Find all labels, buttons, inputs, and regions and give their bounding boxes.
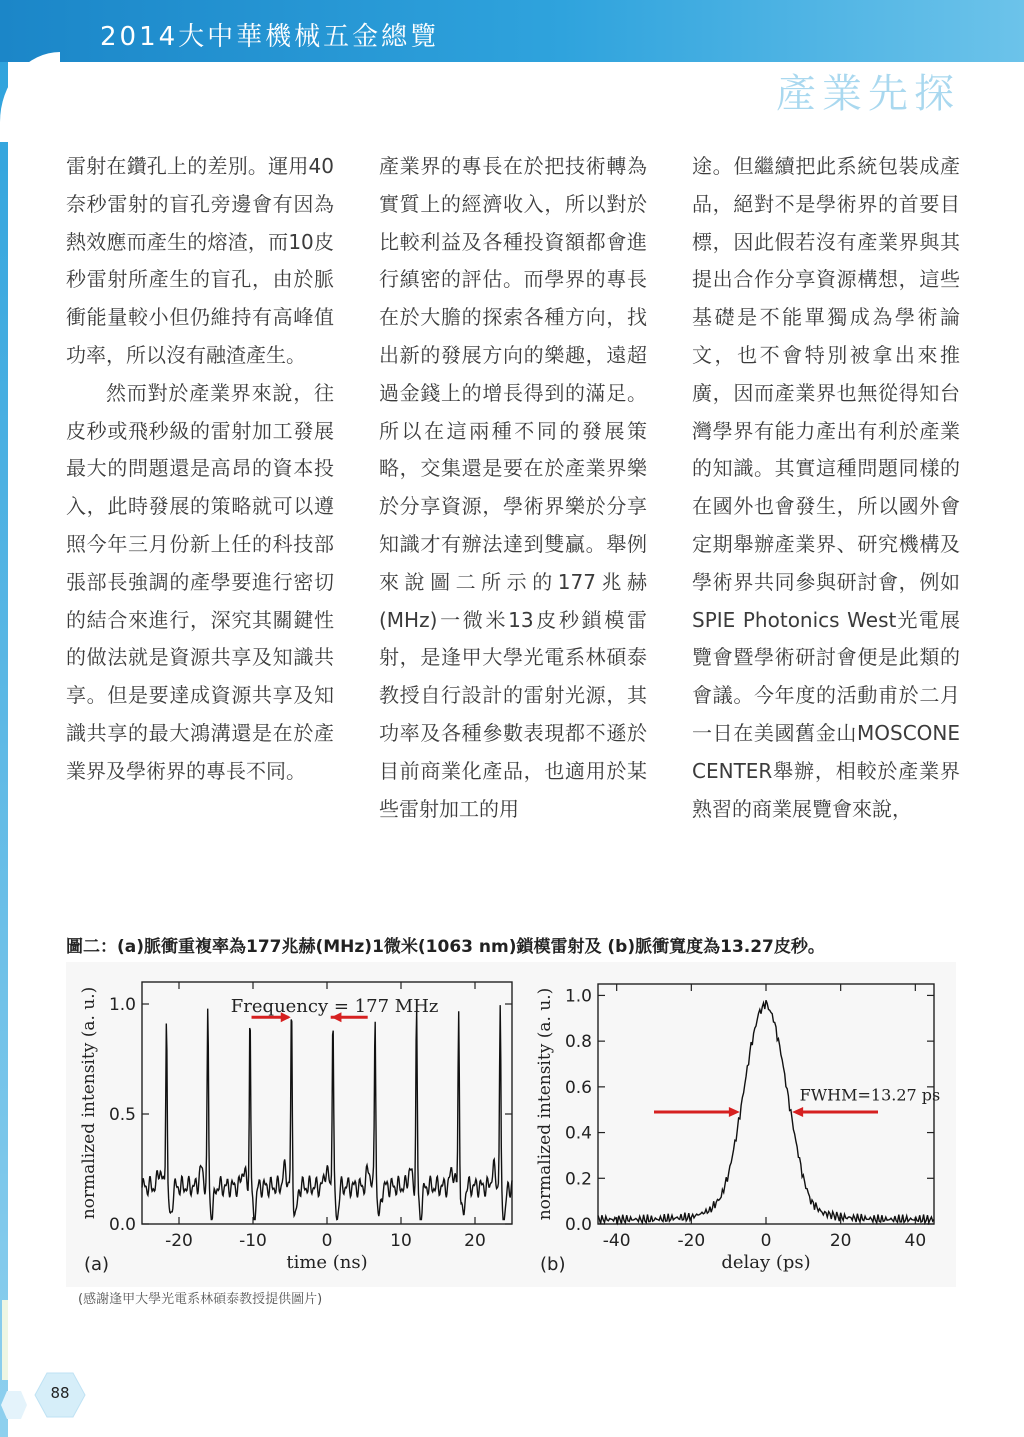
text-column-3 (692, 148, 960, 828)
left-accent-bar (0, 62, 8, 1437)
annotation-frequency: Frequency = 177 MHz (230, 996, 439, 1017)
y-tick-label: 0.8 (564, 1032, 592, 1053)
x-tick-label: -20 (677, 1231, 706, 1251)
decorative-hexagon (0, 1390, 28, 1420)
y-tick-label: 0.5 (108, 1105, 136, 1125)
paragraph: 產業界的專長在於把技術轉為實質上的經濟收入，所以對於比較利益及各種投資額都會進行縝密的評估。而學界的專長在於大膽的探索各種方向，找出新的發展方向的樂趣，遠超過金錢上的增長得到的滿足。所以在這兩種不同的發展策略，交集還是要在於產業界樂於分享資源，學術界樂於分享知識才有辦法達到雙贏。舉例來說圖二所示的177兆赫(MHz)一微米13皮秒鎖模雷射，是逢甲大學光電系林碩泰教授自行設計的雷射光源，其功率及各種參數表現都不遜於目前商業化產品，也適用於某些雷射加工的用 (379, 154, 647, 821)
decorative-stripe (2, 1300, 16, 1380)
panel-label: (b) (540, 1254, 566, 1275)
y-tick-label: 0.0 (564, 1215, 592, 1235)
x-tick-label: -20 (165, 1231, 193, 1251)
figure-credit: (感謝逢甲大學光電系林碩泰教授提供圖片) (78, 1292, 323, 1307)
x-tick-label: 10 (390, 1231, 412, 1251)
figure-caption: 圖二：(a)脈衝重複率為177兆赫(MHz)1微米(1063 nm)鎖模雷射及 (b)脈衝寬度為13.27皮秒。 (66, 937, 825, 957)
series-line-pulse-train (142, 1005, 512, 1220)
publication-title: 2014大中華機械五金總覽 (100, 22, 440, 52)
x-tick-label: 40 (904, 1231, 927, 1251)
arrow-head (729, 1107, 740, 1117)
paragraph: 途。但繼續把此系統包裝成產品，絕對不是學術界的首要目標，因此假若沒有產業界與其提出合作分享資源構想，這些基礎是不能單獨成為學術論文，也不會特別被拿出來推廣，因而產業界也無從得知台灣學界有能力產出有利於產業的知識。其實這種問題同樣的在國外也會發生，所以國外會定期舉辦產業界、研究機構及學術界共同參與研討會，例如SPIE Photonics West光電展覽會暨學術研討會便是此類的會議。今年度的活動甫於二月一日在美國舊金山MOSCONE CENTER舉辦，相較於產業界熟習的商業展覽會來說， (692, 154, 960, 821)
annotation-fwhm: FWHM=13.27 ps (799, 1085, 941, 1105)
page-number: 88 (50, 1384, 70, 1402)
text-column-2 (379, 148, 647, 828)
figure-charts (66, 962, 956, 1287)
x-tick-label: 20 (829, 1231, 852, 1251)
paragraph: 然而對於產業界來說，往皮秒或飛秒級的雷射加工發展最大的問題還是高昂的資本投入，此時發展的策略就可以遵照今年三月份新上任的科技部張部長強調的產學要進行密切的結合來進行，深究其關鍵性的做法就是資源共享及知識共享。但是要達成資源共享及知識共享的最大鴻溝還是在於產業界及學術界的專長不同。 (66, 380, 334, 783)
figure-area (66, 962, 956, 1287)
y-tick-label: 1.0 (108, 995, 136, 1015)
y-tick-label: 0.2 (564, 1169, 592, 1190)
x-tick-label: 0 (321, 1231, 333, 1251)
x-tick-label: 20 (464, 1231, 486, 1251)
section-title: 產業先探 (776, 71, 960, 117)
panel-label: (a) (84, 1254, 110, 1275)
y-axis-label: normalized intensity (a. u.) (535, 987, 555, 1221)
x-axis-label: time (ns) (286, 1252, 368, 1273)
y-axis-label: normalized intensity (a. u.) (79, 986, 99, 1220)
series-line-pulse-profile (598, 1000, 934, 1224)
y-tick-label: 0.6 (564, 1077, 592, 1098)
y-tick-label: 0.0 (108, 1215, 136, 1235)
y-tick-label: 0.4 (564, 1123, 592, 1144)
text-column-1 (66, 148, 334, 791)
paragraph: 雷射在鑽孔上的差別。運用40奈秒雷射的盲孔旁邊會有因為熱效應而產生的熔渣，而10皮秒雷射所產生的盲孔，由於脈衝能量較小但仍維持有高峰值功率，所以沒有融渣產生。 (66, 154, 334, 367)
x-tick-label: -40 (602, 1231, 631, 1251)
arrow-head (792, 1107, 803, 1117)
x-tick-label: 0 (760, 1231, 772, 1251)
x-axis-label: delay (ps) (721, 1252, 811, 1273)
left-curve-decoration (0, 52, 60, 142)
y-tick-label: 1.0 (564, 986, 592, 1007)
x-tick-label: -10 (239, 1231, 267, 1251)
